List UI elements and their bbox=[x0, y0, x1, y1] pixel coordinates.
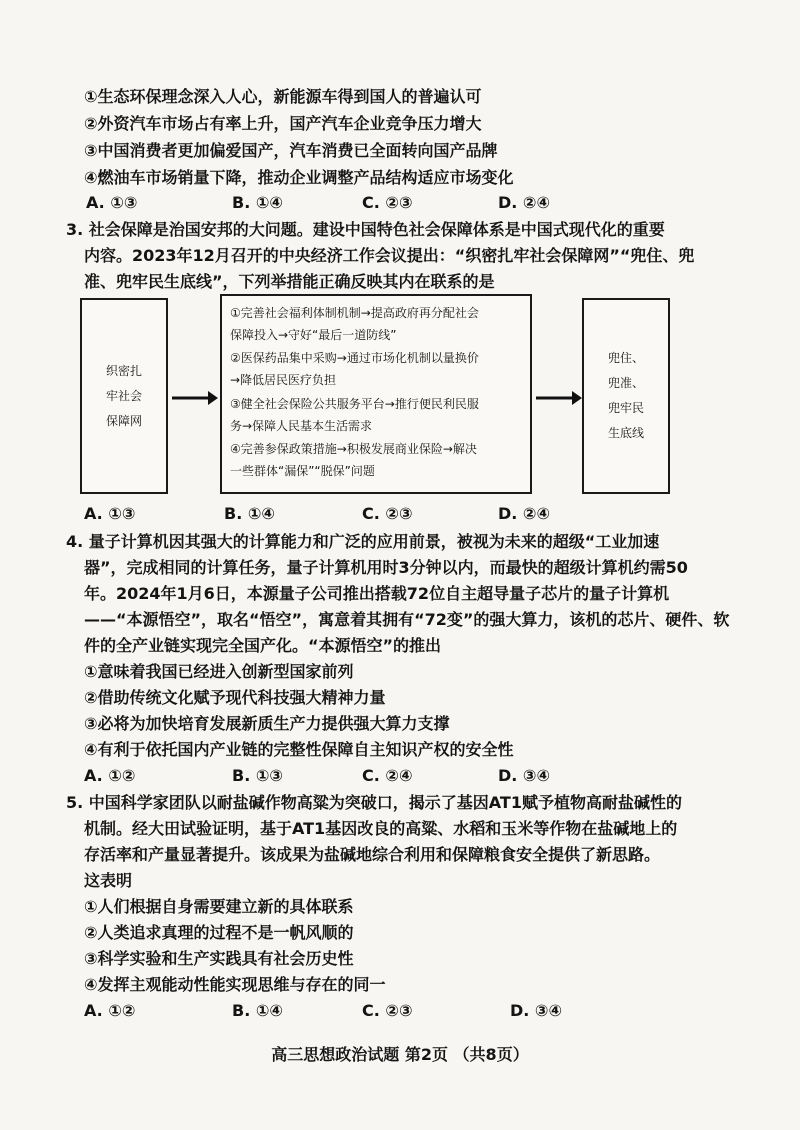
q5-statement-1: ①人们根据自身需要建立新的具体联系 bbox=[84, 897, 354, 916]
q5-stem-line-1: 5. 中国科学家团队以耐盐碱作物高粱为突破口，揭示了基因AT1赋予植物高耐盐碱性的 bbox=[66, 793, 682, 812]
page-footer: 高三思想政治试题 第2页 （共8页） bbox=[271, 1045, 529, 1064]
q5-statement-4: ④发挥主观能动性能实现思维与存在的同一 bbox=[84, 975, 386, 994]
diagram-middle-line-4: →降低居民医疗负担 bbox=[230, 373, 337, 387]
q4-statement-1: ①意味着我国已经进入创新型国家前列 bbox=[84, 662, 354, 681]
q5-option-c: C. ②③ bbox=[362, 1001, 413, 1020]
diagram-right-line-3: 兜牢民 bbox=[607, 401, 644, 415]
diagram-right-line-2: 兜准、 bbox=[607, 376, 644, 390]
q4-statement-4: ④有利于依托国内产业链的完整性保障自主知识产权的安全性 bbox=[84, 740, 514, 759]
q2-statement-4: ④燃油车市场销量下降，推动企业调整产品结构适应市场变化 bbox=[84, 168, 514, 187]
q2-statement-1: ①生态环保理念深入人心，新能源车得到国人的普遍认可 bbox=[84, 87, 482, 106]
diagram-middle-line-6: 务→保障人民基本生活需求 bbox=[230, 419, 373, 433]
q4-stem-line-4: ——“本源悟空”，取名“悟空”，寓意着其拥有“72变”的强大算力，该机的芯片、硬件、软 bbox=[84, 610, 730, 629]
diagram-right-box bbox=[582, 298, 670, 494]
q4-option-d: D. ③④ bbox=[498, 766, 551, 785]
q4-statement-2: ②借助传统文化赋予现代科技强大精神力量 bbox=[84, 688, 386, 707]
diagram-middle-line-3: ②医保药品集中采购→通过市场化机制以量换价 bbox=[230, 351, 479, 365]
q5-statement-2: ②人类追求真理的过程不是一帆风顺的 bbox=[84, 923, 354, 942]
diagram-right-line-4: 生底线 bbox=[607, 426, 644, 440]
q3-stem-line-3: 准、兜牢民生底线”，下列举措能正确反映其内在联系的是 bbox=[84, 272, 495, 291]
q4-statement-3: ③必将为加快培育发展新质生产力提供强大算力支撑 bbox=[84, 714, 450, 733]
q2-option-b: B. ①④ bbox=[232, 193, 283, 212]
q5-stem-line-3: 存活率和产量显著提升。该成果为盐碱地综合利用和保障粮食安全提供了新思路。 bbox=[84, 845, 661, 864]
q2-option-c: C. ②③ bbox=[362, 193, 413, 212]
q5-option-b: B. ①④ bbox=[232, 1001, 283, 1020]
q5-stem-line-2: 机制。经大田试验证明，基于AT1基因改良的高粱、水稻和玉米等作物在盐碱地上的 bbox=[84, 819, 678, 838]
q5-statement-3: ③科学实验和生产实践具有社会历史性 bbox=[84, 949, 354, 968]
diagram-middle-line-8: 一些群体“漏保”“脱保”问题 bbox=[230, 464, 375, 478]
q4-option-a: A. ①② bbox=[84, 766, 136, 785]
q3-option-a: A. ①③ bbox=[84, 504, 136, 523]
diagram-left-box bbox=[80, 298, 168, 494]
q2-statement-3: ③中国消费者更加偏爱国产，汽车消费已全面转向国产品牌 bbox=[84, 141, 498, 160]
q2-option-a: A. ①③ bbox=[86, 193, 138, 212]
diagram-middle-line-5: ③健全社会保险公共服务平台→推行便民利民服 bbox=[230, 397, 479, 411]
arrow-right-icon bbox=[170, 388, 220, 408]
q4-stem-line-2: 器”，完成相同的计算任务，量子计算机用时3分钟以内，而最快的超级计算机约需50 bbox=[84, 558, 688, 577]
q3-stem-line-2: 内容。2023年12月召开的中央经济工作会议提出：“织密扎牢社会保障网”“兜住、兜 bbox=[84, 246, 695, 265]
q4-stem-line-1: 4. 量子计算机因其强大的计算能力和广泛的应用前景，被视为未来的超级“工业加速 bbox=[66, 532, 660, 551]
q5-stem-line-4: 这表明 bbox=[84, 871, 133, 890]
q2-statement-2: ②外资汽车市场占有率上升，国产汽车企业竞争压力增大 bbox=[84, 114, 482, 133]
q4-stem-line-5: 件的全产业链实现完全国产化。“本源悟空”的推出 bbox=[84, 636, 442, 655]
diagram-middle-line-1: ①完善社会福利体制机制→提高政府再分配社会 bbox=[230, 306, 479, 320]
q3-option-b: B. ①④ bbox=[224, 504, 275, 523]
q5-option-a: A. ①② bbox=[84, 1001, 136, 1020]
q4-option-c: C. ②④ bbox=[362, 766, 413, 785]
diagram-left-line-1: 织密扎 bbox=[105, 363, 142, 378]
diagram-right-line-1: 兜住、 bbox=[607, 351, 644, 365]
q4-stem-line-3: 年。2024年1月6日，本源量子公司推出搭载72位自主超导量子芯片的量子计算机 bbox=[84, 584, 670, 603]
diagram-middle-line-7: ④完善参保政策措施→积极发展商业保险→解决 bbox=[230, 442, 477, 456]
q3-option-d: D. ②④ bbox=[498, 504, 551, 523]
q4-option-b: B. ①③ bbox=[232, 766, 283, 785]
diagram-left-line-2: 牢社会 bbox=[105, 388, 142, 403]
diagram-middle-line-2: 保障投入→守好“最后一道防线” bbox=[230, 328, 397, 342]
q3-option-c: C. ②③ bbox=[362, 504, 413, 523]
q3-stem-line-1: 3. 社会保障是治国安邦的大问题。建设中国特色社会保障体系是中国式现代化的重要 bbox=[66, 220, 665, 239]
q5-option-d: D. ③④ bbox=[510, 1001, 563, 1020]
q2-option-d: D. ②④ bbox=[498, 193, 551, 212]
diagram-left-line-3: 保障网 bbox=[105, 413, 142, 428]
diagram-middle-box bbox=[220, 294, 532, 494]
arrow-right-icon bbox=[534, 388, 584, 408]
